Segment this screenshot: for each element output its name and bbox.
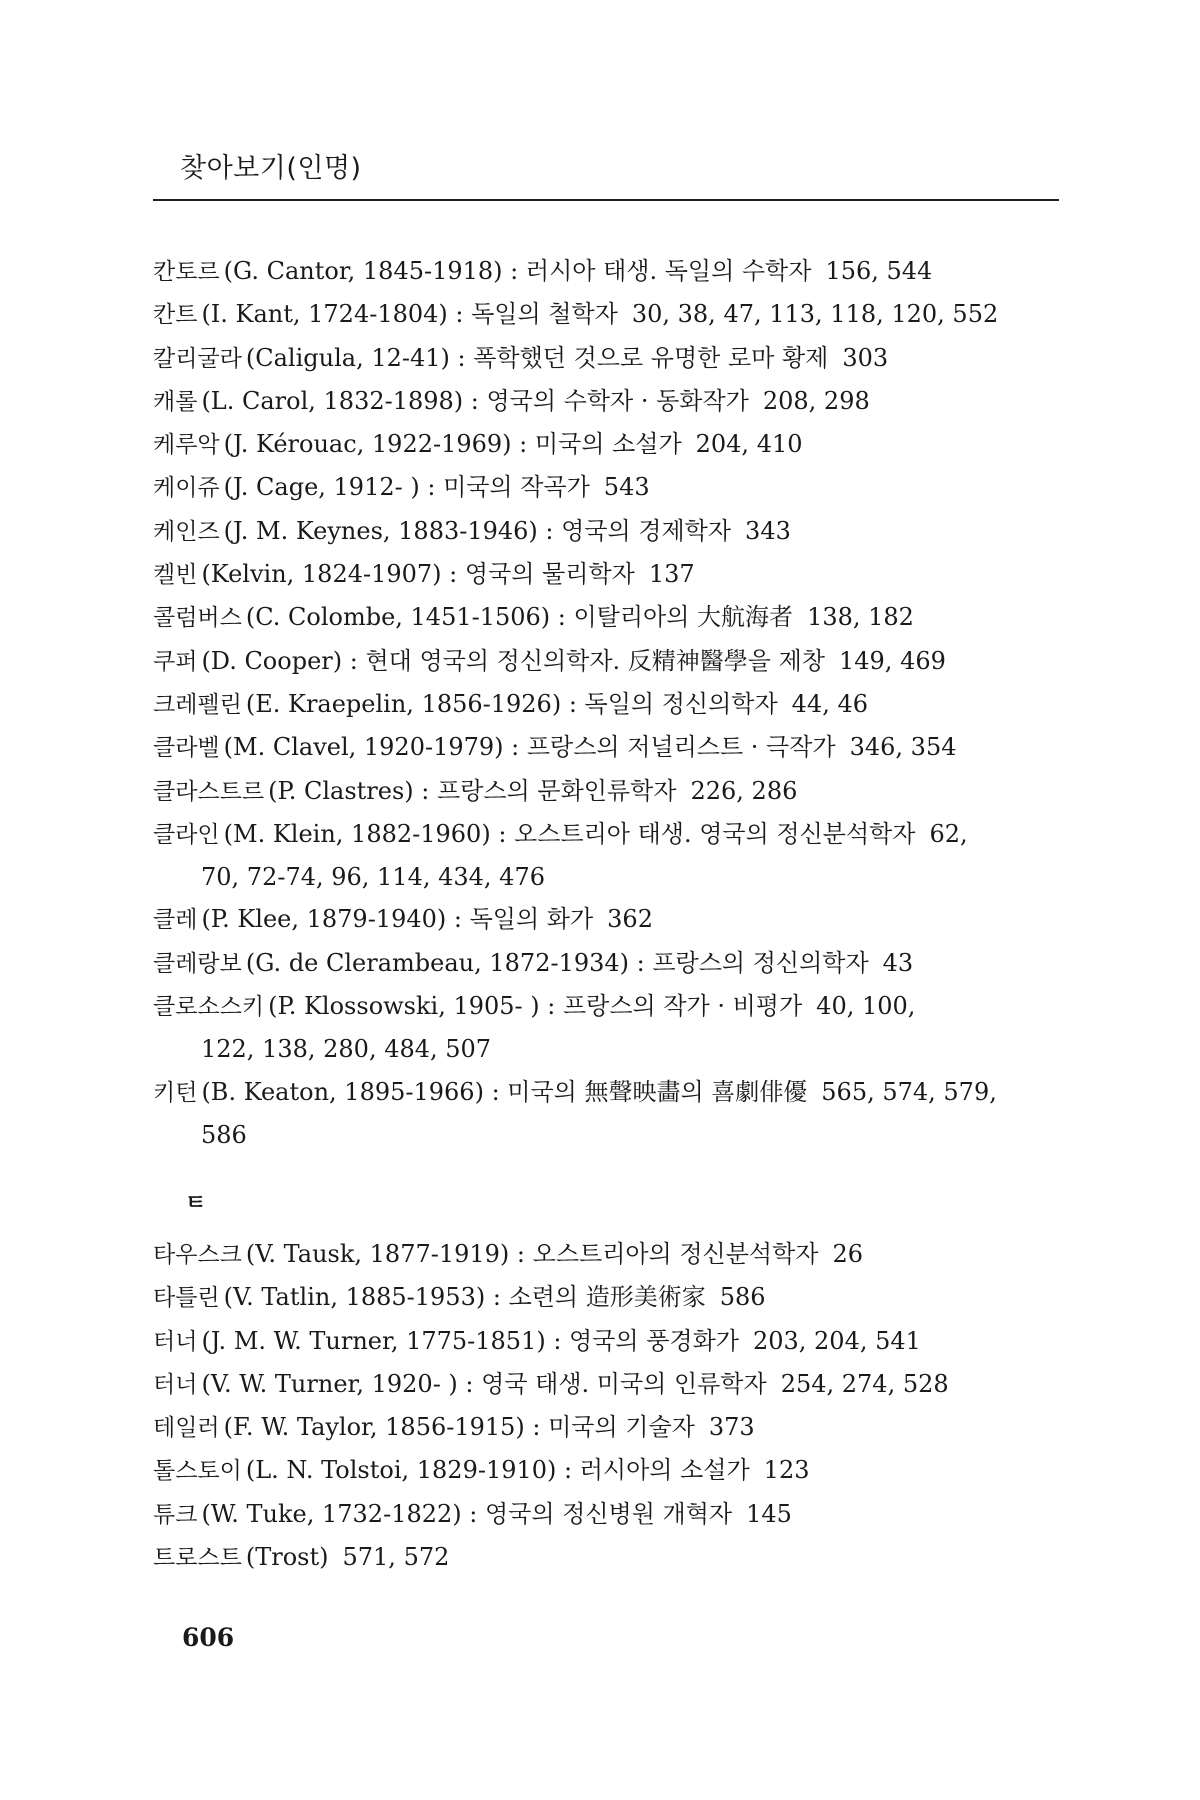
entry-pages: 138, 182 (807, 603, 914, 632)
entry-pages: 40, 100, (816, 992, 916, 1021)
entry-description: : 영국의 수학자 · 동화작가 (463, 386, 749, 415)
entry-pages: 226, 286 (690, 776, 798, 805)
entry-name: 타우스크 (153, 1242, 242, 1268)
entry-pages: 44, 46 (791, 689, 868, 718)
entry-name: 콜럼버스 (153, 605, 242, 632)
entry-pages: 346, 354 (849, 733, 957, 762)
index-entry (153, 640, 1059, 683)
entry-description: : 미국의 소설가 (511, 430, 682, 459)
entry-pages: 43 (882, 948, 914, 977)
index-entry (153, 466, 1059, 509)
index-entry (153, 726, 1059, 769)
entry-name: 크레펠린 (153, 691, 242, 718)
running-header: 찾아보기(인명) (180, 153, 362, 184)
entry-details: (D. Cooper) (201, 646, 343, 675)
entry-details: (V. W. Turner, 1920- ) (201, 1369, 458, 1398)
entry-pages: 571, 572 (342, 1543, 450, 1572)
index-entry (153, 1493, 1059, 1536)
entry-details: (L. Carol, 1832-1898) (201, 386, 464, 415)
entry-description: : 러시아의 소설가 (556, 1456, 750, 1485)
index-entry (153, 1363, 1059, 1406)
index-entry (153, 1233, 1059, 1276)
entry-pages: 586 (719, 1283, 766, 1312)
index-entry (153, 337, 1059, 380)
index-entry (153, 1276, 1059, 1319)
index-entry (153, 683, 1059, 726)
entry-pages: 137 (648, 560, 695, 589)
entry-pages: 208, 298 (762, 386, 870, 415)
index-entry (153, 1536, 1059, 1579)
entry-details: (V. Tausk, 1877-1919) (245, 1240, 510, 1268)
entry-details: (I. Kant, 1724-1804) (201, 300, 448, 329)
entry-pages: 145 (746, 1499, 792, 1528)
entry-description: : 영국의 경제학자 (537, 516, 732, 545)
entry-pages: 203, 204, 541 (752, 1326, 921, 1355)
entry-pages: 204, 410 (695, 430, 803, 459)
entry-name: 칸트 (153, 302, 198, 329)
entry-details: (P. Klee, 1879-1940) (201, 905, 447, 934)
entry-pages: 565, 574, 579, (821, 1077, 997, 1106)
entry-pages: 62, (929, 819, 968, 848)
entry-details: (V. Tatlin, 1885-1953) (223, 1283, 486, 1312)
index-entry (153, 553, 1059, 596)
entry-name: 클라스트르 (153, 778, 265, 805)
entry-name: 클레랑보 (153, 950, 242, 977)
entry-pages: 543 (603, 473, 650, 502)
entry-details: (W. Tuke, 1732-1822) (201, 1499, 462, 1528)
entry-details: (P. Clastres) (268, 776, 414, 805)
entry-details: (M. Klein, 1882-1960) (223, 819, 491, 848)
entry-description: : 미국의 작곡가 (419, 473, 590, 502)
entry-description: : 현대 영국의 정신의학자. 反精神醫學을 제창 (342, 646, 825, 675)
entry-name: 테일러 (153, 1415, 220, 1442)
entry-description: : 독일의 화가 (446, 905, 594, 934)
index-entry (153, 380, 1059, 423)
index-entry (153, 985, 1059, 1028)
entry-description: : 영국의 풍경화가 (545, 1326, 739, 1355)
entry-description: : 독일의 철학자 (447, 300, 618, 329)
entry-name: 트로스트 (153, 1545, 242, 1572)
entry-name: 클라인 (153, 821, 220, 848)
entry-pages: 30, 38, 47, 113, 118, 120, 552 (631, 300, 999, 329)
entry-name: 클로소스키 (153, 994, 265, 1021)
entry-description: : 오스트리아의 정신분석학자 (509, 1240, 819, 1268)
index-entries-k (153, 250, 1059, 1156)
index-entry (153, 942, 1059, 985)
entry-details: (F. W. Taylor, 1856-1915) (223, 1413, 525, 1442)
entry-continuation: 70, 72-74, 96, 114, 434, 476 (201, 863, 545, 892)
entry-pages: 254, 274, 528 (780, 1369, 949, 1398)
entry-name: 케이쥬 (153, 475, 220, 502)
entry-pages: 156, 544 (825, 257, 933, 285)
entry-details: (B. Keaton, 1895-1966) (201, 1077, 484, 1106)
entry-details: (Trost) (245, 1543, 329, 1572)
entry-description: : 미국의 기술자 (524, 1413, 695, 1442)
entry-description: : 소련의 造形美術家 (485, 1283, 706, 1312)
entry-name: 칼리굴라 (153, 345, 242, 372)
entry-details: (Caligula, 12-41) (245, 343, 450, 372)
entry-pages: 303 (842, 343, 889, 372)
entry-details: (J. Kérouac, 1922-1969) (223, 430, 512, 459)
section-letter: ㅌ (185, 1191, 207, 1216)
entry-details: (J. Cage, 1912- ) (223, 473, 420, 502)
entry-description: : 프랑스의 문화인류학자 (413, 776, 677, 805)
entry-details: (G. de Clerambeau, 1872-1934) (245, 948, 630, 977)
index-entry (153, 1320, 1059, 1363)
entry-description: : 이탈리아의 大航海者 (550, 603, 794, 632)
entry-name: 캐롤 (153, 388, 198, 415)
entry-name: 케루악 (153, 432, 220, 459)
entry-description: : 프랑스의 정신의학자 (629, 948, 869, 977)
entry-name: 톨스토이 (153, 1458, 242, 1485)
entry-name: 칸토르 (153, 259, 220, 285)
index-entry (153, 813, 1059, 856)
entry-description: : 오스트리아 태생. 영국의 정신분석학자 (490, 819, 916, 848)
index-entry (153, 1406, 1059, 1449)
index-entry (153, 898, 1059, 941)
entry-details: (L. N. Tolstoi, 1829-1910) (245, 1456, 557, 1485)
header-divider (153, 199, 1059, 201)
entry-details: (M. Clavel, 1920-1979) (223, 733, 504, 762)
index-entry (153, 510, 1059, 553)
entry-name: 터너 (153, 1371, 198, 1398)
index-entry (153, 1449, 1059, 1492)
entry-name: 터너 (153, 1328, 198, 1355)
entry-description: : 영국의 물리학자 (441, 560, 635, 589)
entry-name: 쿠퍼 (153, 648, 198, 675)
entry-continuation: 586 (201, 1120, 247, 1149)
entry-description: : 프랑스의 저널리스트 · 극작가 (503, 733, 836, 762)
entry-pages: 149, 469 (839, 646, 946, 675)
index-entry (153, 1071, 1059, 1114)
entry-name: 케인즈 (153, 518, 220, 545)
entry-details: (Kelvin, 1824-1907) (201, 560, 442, 589)
entry-details: (G. Cantor, 1845-1918) (223, 257, 503, 285)
entry-description: : 독일의 정신의학자 (561, 689, 778, 718)
index-entry (153, 293, 1059, 336)
entry-pages: 26 (832, 1240, 864, 1268)
entry-name: 켈빈 (153, 562, 198, 589)
entry-pages: 373 (708, 1413, 755, 1442)
entry-details: (P. Klossowski, 1905- ) (268, 992, 540, 1021)
entry-pages: 362 (607, 905, 653, 934)
index-entry (153, 250, 1059, 293)
entry-description: : 영국의 정신병원 개혁자 (461, 1499, 733, 1528)
index-entry (153, 423, 1059, 466)
entry-details: (E. Kraepelin, 1856-1926) (245, 689, 562, 718)
entry-description: : 영국 태생. 미국의 인류학자 (457, 1369, 767, 1398)
page-number: 606 (182, 1623, 235, 1652)
entry-name: 타틀린 (153, 1285, 220, 1312)
entry-description: : 프랑스의 작가 · 비평가 (539, 992, 803, 1021)
index-entry (153, 596, 1059, 639)
entry-pages: 343 (745, 516, 791, 545)
entry-details: (J. M. Keynes, 1883-1946) (223, 516, 538, 545)
index-entries-t (153, 1233, 1059, 1579)
entry-description: : 폭학했던 것으로 유명한 로마 황제 (449, 343, 829, 372)
entry-details: (J. M. W. Turner, 1775-1851) (201, 1326, 546, 1355)
index-entry (153, 770, 1059, 813)
entry-pages: 123 (763, 1456, 810, 1485)
entry-description: : 러시아 태생. 독일의 수학자 (502, 257, 812, 285)
entry-name: 클라벨 (153, 735, 220, 762)
entry-name: 튜크 (153, 1501, 198, 1528)
entry-name: 키턴 (153, 1079, 198, 1106)
entry-description: : 미국의 無聲映畵의 喜劇俳優 (483, 1077, 808, 1106)
entry-details: (C. Colombe, 1451-1506) (245, 603, 551, 632)
entry-continuation: 122, 138, 280, 484, 507 (201, 1035, 492, 1064)
entry-name: 클레 (153, 907, 198, 934)
